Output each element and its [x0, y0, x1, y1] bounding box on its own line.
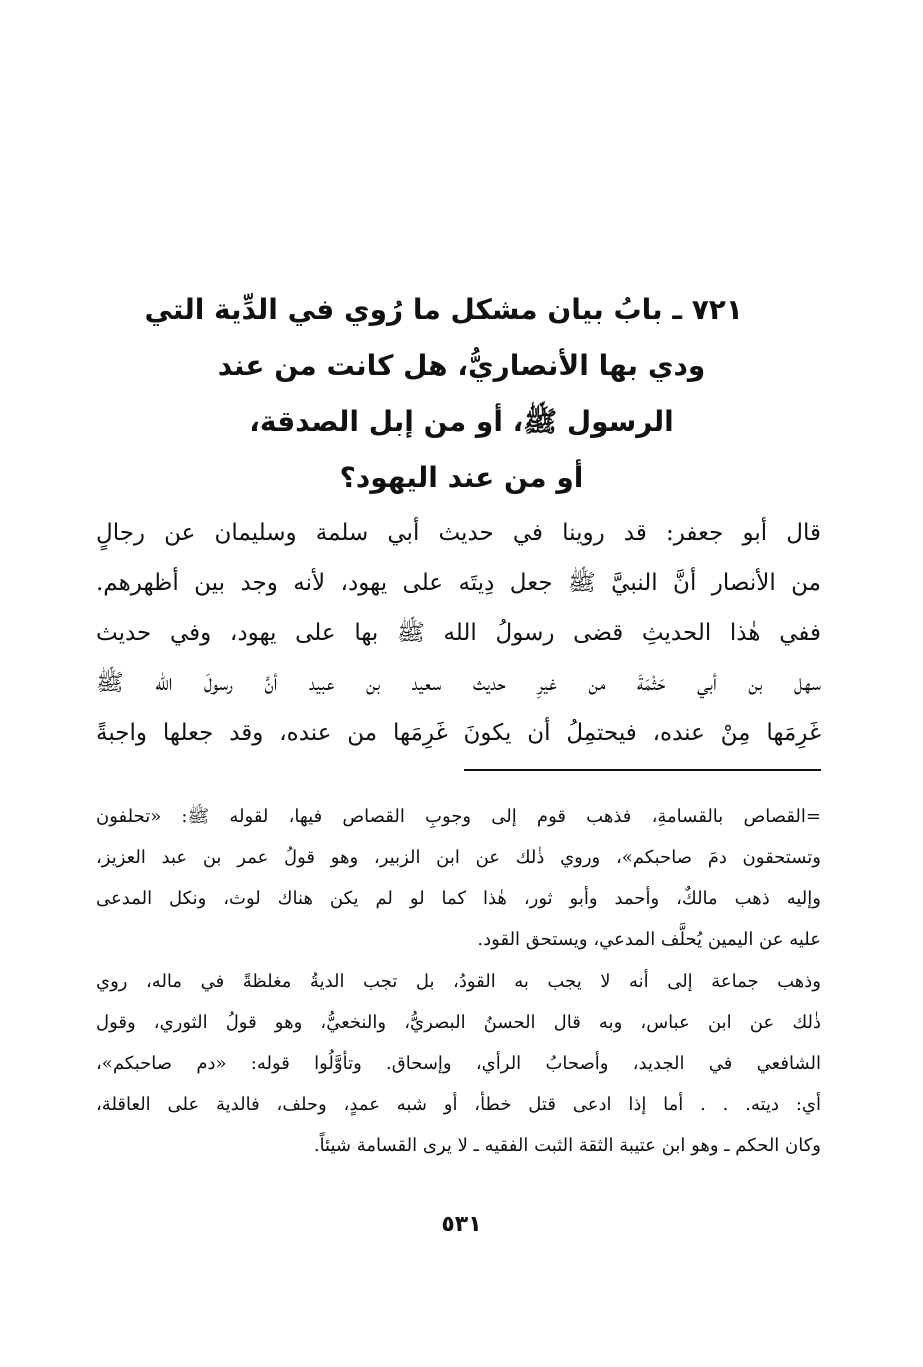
body-line: ففي هٰذا الحديثِ قضى رسولُ الله ﷺ بها على يهود، وفي حديث [96, 620, 821, 646]
footnote-line: وإليه ذهب مالكٌ، وأحمد وأبو ثور، هٰذا كما لو لم يكن هناك لوث، ونكل المدعى [96, 888, 821, 909]
footnote-separator [464, 769, 821, 771]
footnote-line: وتستحقون دمَ صاحبكم»، وروي ذٰلك عن ابن الزبير، وهو قولُ عمر بن عبد العزيز، [96, 847, 821, 868]
body-line: من الأنصار أنَّ النبيَّ ﷺ جعل دِيتَه على يهود، لأنه وجد بين أظهرهم. [96, 570, 821, 596]
heading-line: ودي بها الأنصاريُّ، هل كانت من عند [217, 349, 706, 382]
body-line: سهل بن أبي حَثْمَةَ من غيرِ حديث سعيد بن عبيد أنَّ رسولَ الله ﷺ [96, 670, 821, 696]
body-line: قال أبو جعفر: قد روينا في حديث أبي سلمة وسليمان عن رجالٍ [96, 520, 821, 546]
heading-line: ٧٢١ ـ بابُ بيان مشكل ما رُوي في الدِّية التي [144, 293, 743, 326]
footnote-paragraph-1 [96, 796, 821, 960]
footnote-line: وذهب جماعة إلى أنه لا يجب به القودُ، بل تجب الديةُ مغلظةً في ماله، روي [96, 971, 821, 992]
footnote-line: وكان الحكم ـ وهو ابن عتيبة الثقة الثبت الفقيه ـ لا يرى القسامة شيئاً. [313, 1135, 821, 1156]
footnote-line: عليه عن اليمين يُحلَّف المدعي، ويستحق القود. [477, 929, 821, 950]
footnote-line: أي: ديته. . . أما إذا ادعى قتل خطأ، أو شبه عمدٍ، وحلف، فالدية على العاقلة، [96, 1094, 821, 1115]
footnote-paragraph-2 [96, 961, 821, 1166]
page-number: ٥٣١ [441, 1212, 482, 1237]
heading-line: الرسول ﷺ، أو من إبل الصدقة، [249, 405, 674, 438]
footnote-line: ذٰلك عن ابن عباس، وبه قال الحسنُ البصريُّ، والنخعيُّ، وهو قولُ الثوري، وقول [96, 1012, 821, 1033]
heading-line: أو من عند اليهود؟ [339, 461, 584, 494]
footnote-line: الشافعي في الجديد، وأصحابُ الرأي، وإسحاق. وتأوَّلُوا قوله: «دم صاحبكم»، [96, 1053, 821, 1074]
footnote-line: =القصاص بالقسامةِ، فذهب قوم إلى وجوبِ القصاص فيها، لقوله ﷺ: «تحلفون [96, 806, 821, 827]
body-line: غَرِمَها مِنْ عنده، فيحتمِلُ أن يكونَ غَرِمَها من عنده، وقد جعلها واجبةً [96, 720, 821, 746]
main-body-text [96, 508, 821, 758]
chapter-heading [144, 282, 743, 506]
